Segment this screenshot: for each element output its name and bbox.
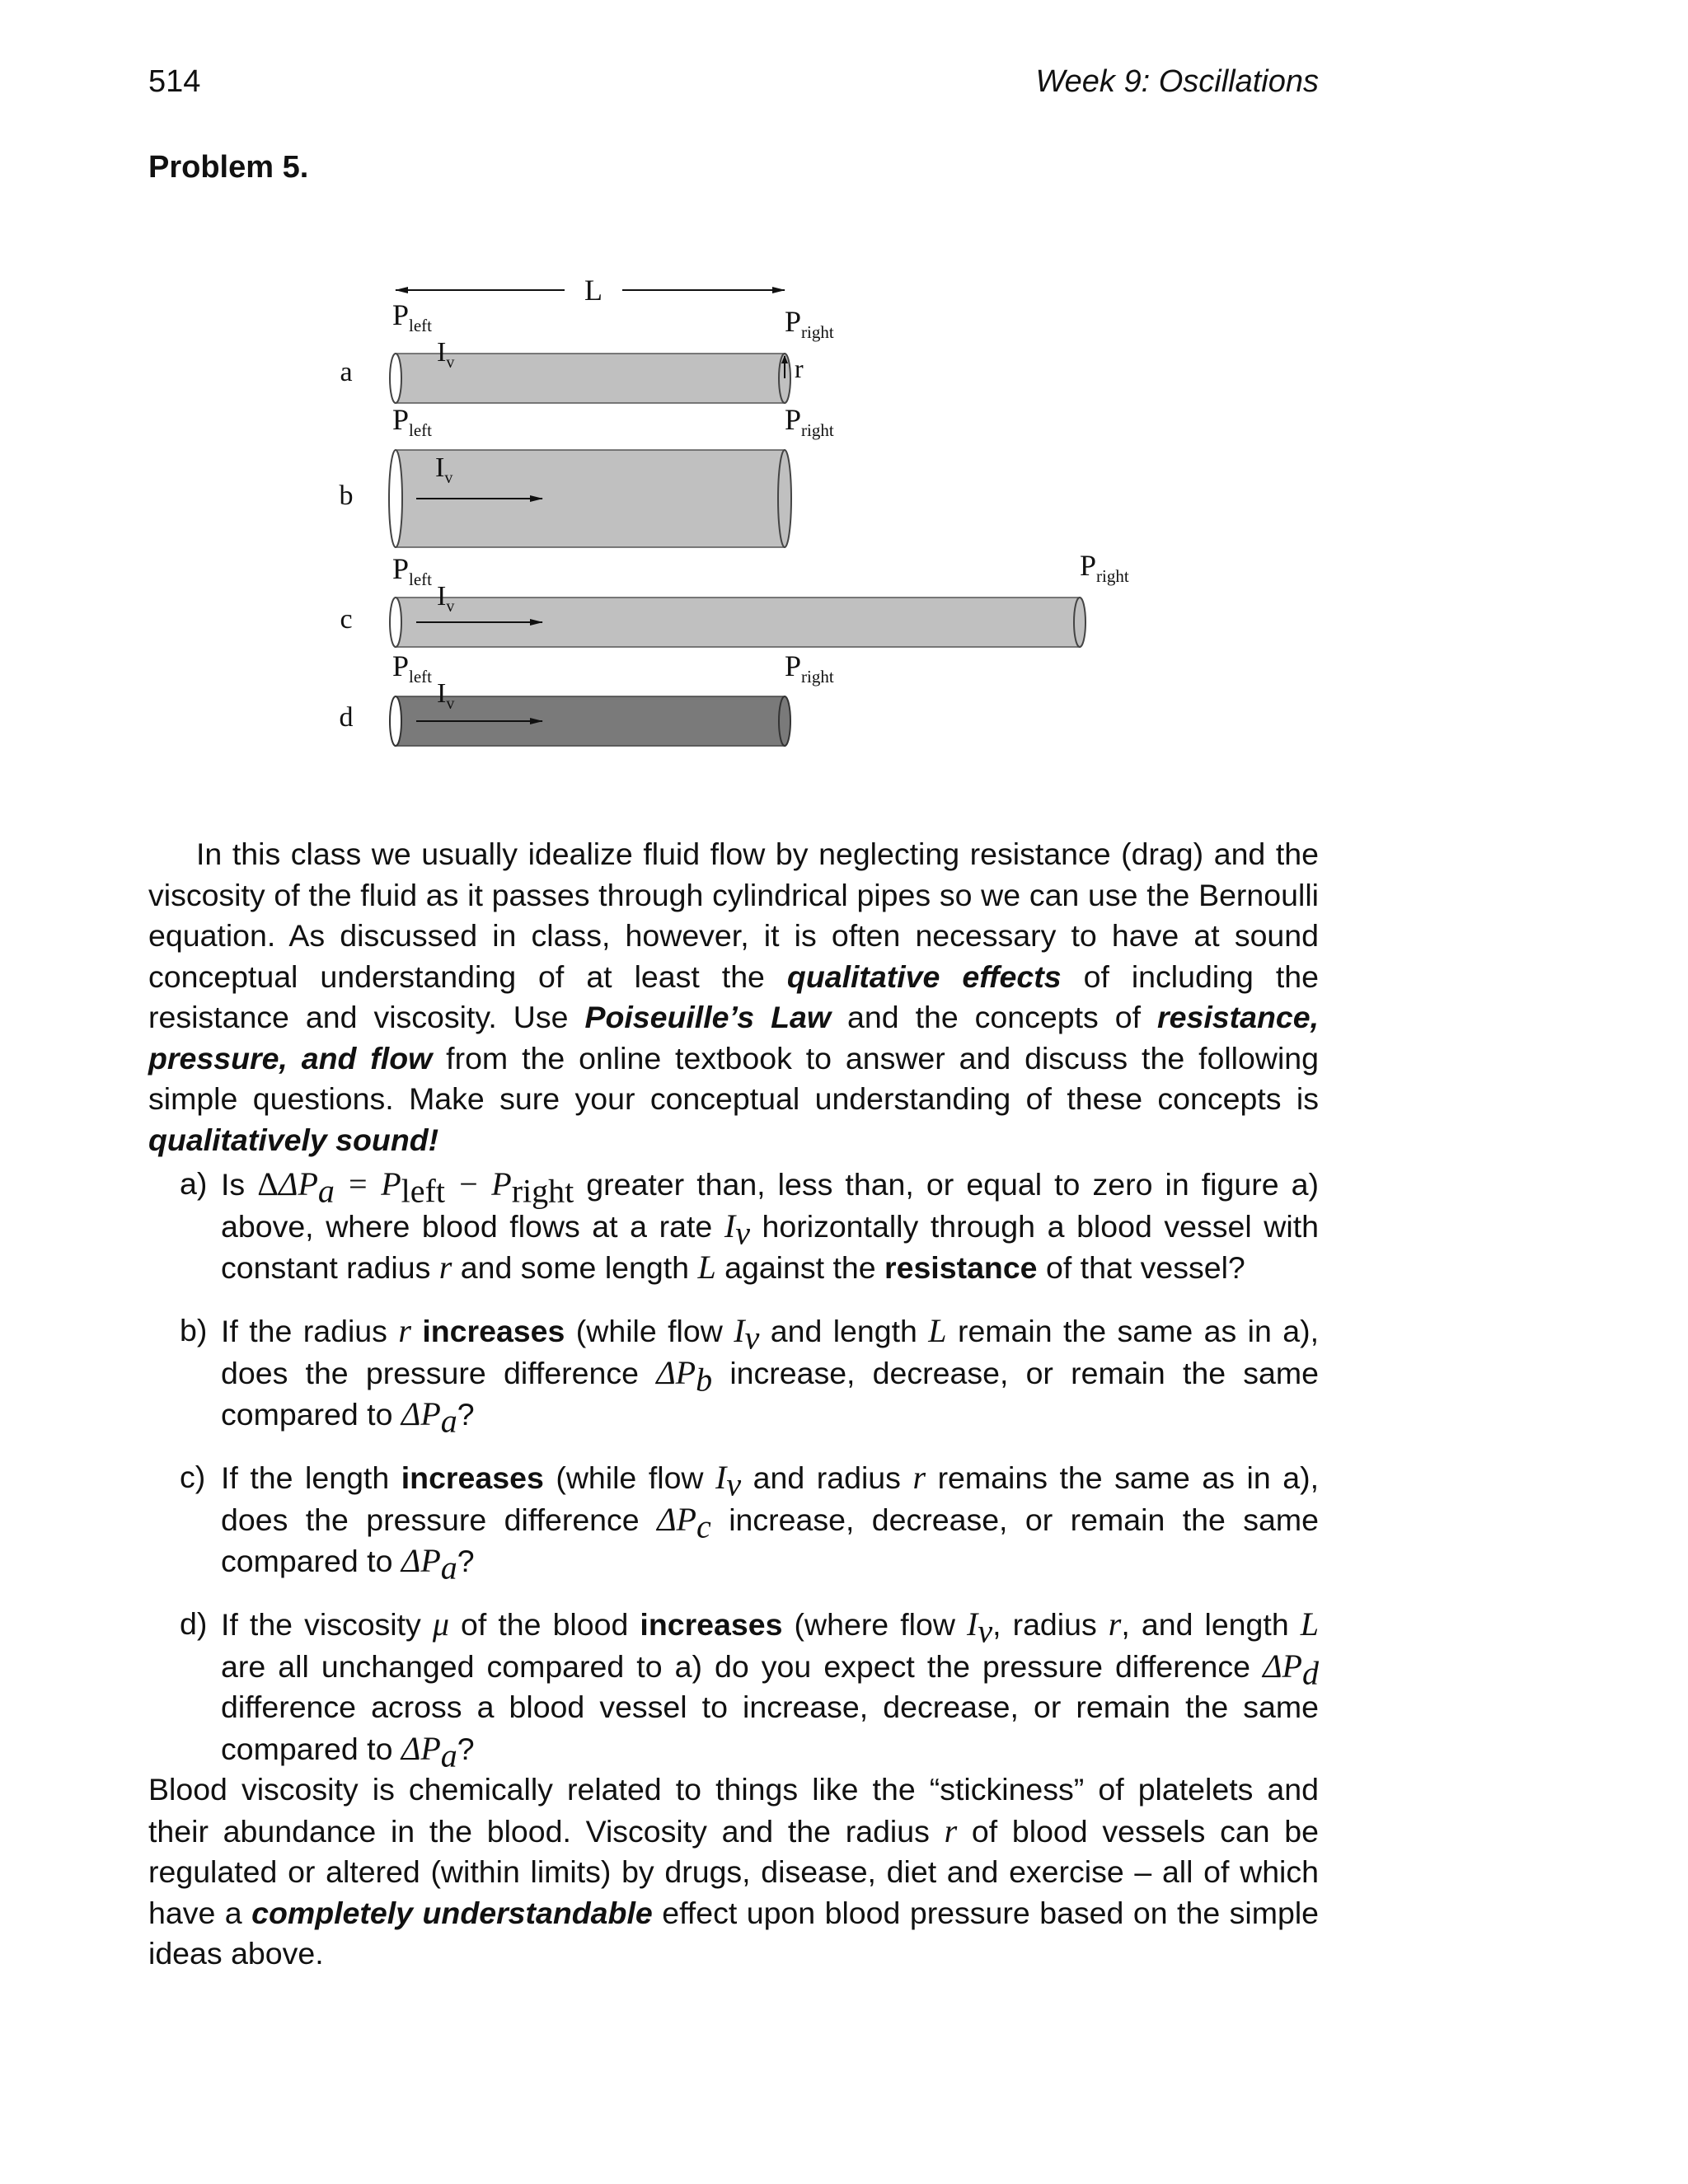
row-label-a: a — [340, 357, 353, 387]
p-left-a: $P_{left}$ — [392, 298, 433, 335]
iv-d: $I_v$ — [437, 678, 455, 713]
page-number: 514 — [148, 64, 201, 99]
row-label-d: d — [339, 702, 354, 733]
p-right-d: $P_{right}$ — [785, 649, 834, 687]
question-label: b) — [180, 1313, 208, 1347]
blood-vessel-figure — [313, 264, 1137, 758]
question-text: If the radius r increases (while flow $I_v$ and length L remain the same as in a), does the pressure difference $\Delta P_b$ increase, decrease, or remain the same compared to $\Delta P_a$? — [221, 1312, 1319, 1440]
radius-label: r — [795, 354, 804, 383]
vessel-a-left-end — [390, 354, 401, 403]
question-text: Is $\Delta\Delta P_a = P_{left} - P_{right}$ greater than, less than, or equal to zero in figure a) above, where blood flows at a rate $I_v$ horizontally through a blood vessel with constant radius r and some length L against the resistance of that vessel? — [221, 1165, 1319, 1286]
p-right-c: $P_{right}$ — [1080, 549, 1129, 586]
vessel-c-right-end — [1074, 598, 1085, 647]
vessel-c-left-end — [390, 598, 401, 647]
length-label: L — [584, 274, 603, 307]
p-left-d: $P_{left}$ — [392, 649, 433, 687]
vessel-d-left-end — [390, 696, 401, 746]
closing-paragraph: Blood viscosity is chemically related to things like the “stickiness” of platelets and their abundance in the blood. Viscosity and the radius r of blood vessels can be regulated or altered (within limits) by drugs, disease, diet and exercise – all of which have a completely understandable effect upon blood pressure based on the simple ideas above. — [148, 1772, 1320, 1971]
intro-paragraph: In this class we usually idealize fluid flow by neglecting resistance (drag) and the viscosity of the fluid as it passes through cylindrical pipes so we can use the Bernoulli equation. As discussed in class, however, it is often necessary to have at sound conceptual understanding of at least the qualitative effects of including the resistance and viscosity. Use Poiseuille’s Law and the concepts of resistance, pressure, and flow from the online textbook to answer and discuss the following simple questions. Make sure your conceptual understanding of these concepts is qualitatively sound! — [148, 837, 1319, 1157]
question-a — [180, 1164, 1319, 1289]
p-right-b: $P_{right}$ — [785, 403, 834, 440]
iv-c: $I_v$ — [437, 581, 455, 616]
question-label: a) — [180, 1166, 208, 1201]
vessel-b-right-end — [778, 450, 791, 547]
question-text: If the viscosity μ of the blood increases (where flow $I_v$, radius r, and length L are all unchanged compared to a) do you expect the pressure difference $\Delta P_d$ difference across a blood vessel to increase, decrease, or remain the same compared to $\Delta P_a$? — [221, 1605, 1319, 1774]
row-label-b: b — [339, 480, 354, 511]
running-title: Week 9: Oscillations — [1035, 64, 1319, 99]
iv-b: $I_v$ — [435, 452, 453, 487]
question-b — [180, 1310, 1319, 1440]
p-right-a: $P_{right}$ — [785, 305, 834, 342]
iv-a: $I_v$ — [437, 337, 455, 372]
vessel-d-right-end — [779, 696, 790, 746]
p-left-c: $P_{left}$ — [392, 552, 433, 589]
question-c — [180, 1457, 1319, 1586]
question-label: d) — [180, 1606, 208, 1641]
row-label-c: c — [340, 604, 353, 635]
question-label: c) — [180, 1460, 206, 1494]
p-left-b: $P_{left}$ — [392, 403, 433, 440]
problem-title: Problem 5. — [148, 150, 309, 185]
question-d — [180, 1604, 1319, 1774]
vessel-b-left-end — [389, 450, 402, 547]
question-text: If the length increases (while flow $I_v$ and radius r remains the same as in a), does the pressure difference $\Delta P_c$ increase, decrease, or remain the same compared to $\Delta P_a$? — [221, 1459, 1319, 1586]
